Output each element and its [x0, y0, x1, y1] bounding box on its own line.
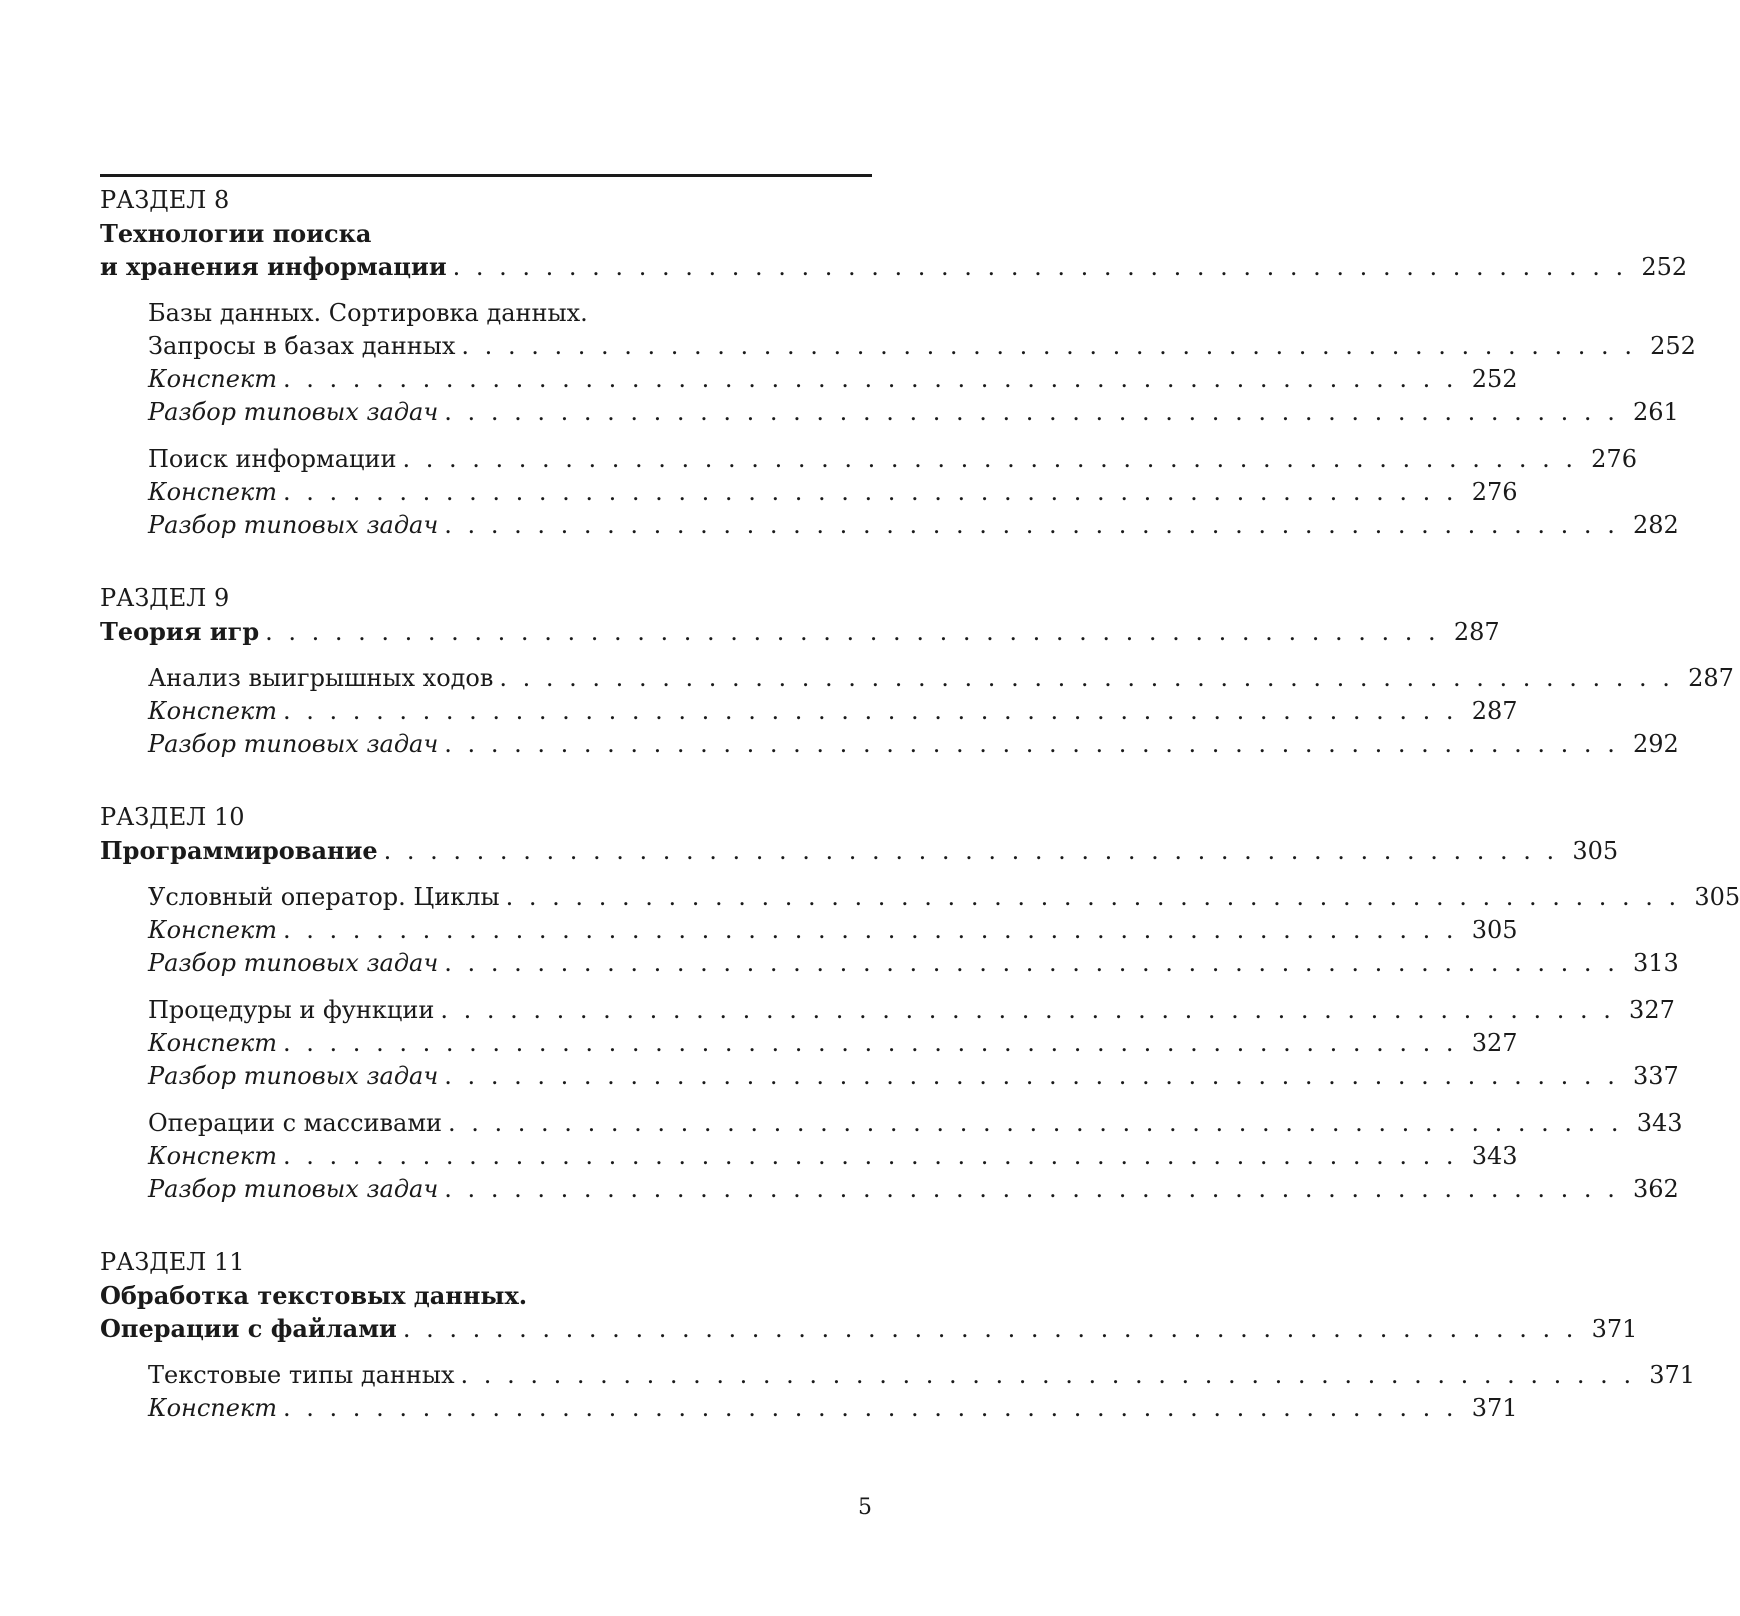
spacer [100, 1345, 872, 1359]
spacer [100, 542, 872, 582]
topic-item-text: Разбор типовых задач [148, 1062, 439, 1090]
topic-item[interactable] [100, 1027, 1518, 1060]
dot-leader: . . . . . . . . . . . . . . . . . . . . . . . . . . . . . . . . . . . . . . . . . . . . . . . . . . . [461, 332, 1636, 360]
topic-item-page: 337 [1633, 1062, 1679, 1090]
topic-title[interactable] [100, 1359, 1696, 1392]
topic-title-page: 343 [1636, 1109, 1683, 1137]
dot-leader: . . . . . . . . . . . . . . . . . . . . . . . . . . . . . . . . . . . . . . . . . . . . . . . . . . . [283, 916, 1458, 944]
dot-leader: . . . . . . . . . . . . . . . . . . . . . . . . . . . . . . . . . . . . . . . . . . . . . . . . . . . [440, 996, 1615, 1024]
topic-item-text: Разбор типовых задач [148, 949, 439, 977]
topic-item[interactable] [100, 914, 1518, 947]
dot-leader: . . . . . . . . . . . . . . . . . . . . . . . . . . . . . . . . . . . . . . . . . . . . . . . . . . . [402, 445, 1577, 473]
topic-item-page: 276 [1471, 478, 1518, 506]
dot-leader: . . . . . . . . . . . . . . . . . . . . . . . . . . . . . . . . . . . . . . . . . . . . . . . . . . . [383, 837, 1559, 865]
dot-leader: . . . . . . . . . . . . . . . . . . . . . . . . . . . . . . . . . . . . . . . . . . . . . . . . . . . [444, 511, 1619, 539]
section-heading[interactable] [100, 1246, 872, 1279]
topic-title-text: Поиск информации [148, 445, 397, 473]
section-title-text: Обработка текстовых данных. [100, 1281, 528, 1310]
topic-title[interactable] [100, 662, 1734, 695]
dot-leader: . . . . . . . . . . . . . . . . . . . . . . . . . . . . . . . . . . . . . . . . . . . . . . . . . . . [283, 1029, 1458, 1057]
topic-title-page: 287 [1688, 664, 1734, 692]
section-title-text: и хранения информации [100, 252, 447, 281]
topic-item-text: Конспект [148, 1394, 278, 1422]
topic-item-page: 287 [1471, 697, 1518, 725]
section-title[interactable] [100, 1279, 872, 1312]
topic-title-page: 371 [1649, 1361, 1696, 1389]
dot-leader: . . . . . . . . . . . . . . . . . . . . . . . . . . . . . . . . . . . . . . . . . . . . . . . . . . . [402, 1315, 1578, 1343]
topic-title-text: Условный оператор. Циклы [148, 883, 500, 911]
section-title-text: Теория игр [100, 617, 260, 646]
topic-item[interactable] [100, 695, 1518, 728]
topic-item-page: 282 [1633, 511, 1679, 539]
dot-leader: . . . . . . . . . . . . . . . . . . . . . . . . . . . . . . . . . . . . . . . . . . . . . . . . . . . [444, 1062, 1619, 1090]
section-heading[interactable] [100, 582, 872, 615]
section-title-page: 287 [1453, 618, 1500, 646]
top-rule [100, 174, 872, 177]
spacer [100, 980, 872, 994]
topic-item-page: 292 [1633, 730, 1679, 758]
dot-leader: . . . . . . . . . . . . . . . . . . . . . . . . . . . . . . . . . . . . . . . . . . . . . . . . . . . [444, 1175, 1619, 1203]
topic-item-text: Конспект [148, 916, 278, 944]
topic-item[interactable] [100, 476, 1518, 509]
section-title[interactable] [100, 217, 872, 250]
topic-item-text: Разбор типовых задач [148, 730, 439, 758]
topic-item[interactable] [100, 728, 1679, 761]
spacer [100, 1206, 872, 1246]
section-heading-text: РАЗДЕЛ 8 [100, 186, 230, 214]
dot-leader: . . . . . . . . . . . . . . . . . . . . . . . . . . . . . . . . . . . . . . . . . . . . . . . . . . . [283, 1394, 1458, 1422]
section-title-page: 371 [1591, 1315, 1638, 1343]
topic-item[interactable] [100, 1060, 1679, 1093]
section-heading[interactable] [100, 801, 872, 834]
topic-item[interactable] [100, 1173, 1679, 1206]
dot-leader: . . . . . . . . . . . . . . . . . . . . . . . . . . . . . . . . . . . . . . . . . . . . . . . . . . . [460, 1361, 1636, 1389]
topic-title-page: 327 [1629, 996, 1675, 1024]
dot-leader: . . . . . . . . . . . . . . . . . . . . . . . . . . . . . . . . . . . . . . . . . . . . . . . . . . . [265, 618, 1440, 646]
topic-title-text: Анализ выигрышных ходов [148, 664, 494, 692]
dot-leader: . . . . . . . . . . . . . . . . . . . . . . . . . . . . . . . . . . . . . . . . . . . . . . . . . . . [505, 883, 1681, 911]
spacer [100, 867, 872, 881]
topic-item[interactable] [100, 509, 1679, 542]
spacer [100, 761, 872, 801]
spacer [100, 429, 872, 443]
section-heading[interactable] [100, 184, 872, 217]
topic-item-page: 362 [1633, 1175, 1679, 1203]
topic-item-text: Конспект [148, 365, 278, 393]
topic-item[interactable] [100, 396, 1679, 429]
table-of-contents [100, 184, 1740, 1425]
topic-title[interactable] [100, 297, 872, 330]
section-title[interactable] [100, 834, 1619, 867]
topic-item-text: Разбор типовых задач [148, 398, 439, 426]
topic-item-page: 313 [1633, 949, 1679, 977]
spacer [100, 283, 872, 297]
dot-leader: . . . . . . . . . . . . . . . . . . . . . . . . . . . . . . . . . . . . . . . . . . . . . . . . . . . [444, 949, 1619, 977]
topic-title[interactable] [100, 330, 1696, 363]
topic-item-text: Разбор типовых задач [148, 511, 439, 539]
topic-title-text: Запросы в базах данных [148, 332, 456, 360]
topic-title[interactable] [100, 881, 1740, 914]
topic-title-page: 276 [1591, 445, 1637, 473]
section-title[interactable] [100, 1312, 1638, 1345]
page-number: 5 [858, 1495, 872, 1520]
dot-leader: . . . . . . . . . . . . . . . . . . . . . . . . . . . . . . . . . . . . . . . . . . . . . . . . . . . [444, 730, 1619, 758]
section-title-text: Операции с файлами [100, 1314, 397, 1343]
topic-item-page: 305 [1471, 916, 1518, 944]
topic-title-text: Процедуры и функции [148, 996, 435, 1024]
dot-leader: . . . . . . . . . . . . . . . . . . . . . . . . . . . . . . . . . . . . . . . . . . . . . . . . . . . [283, 697, 1458, 725]
topic-item-text: Конспект [148, 478, 278, 506]
section-title-text: Технологии поиска [100, 219, 372, 248]
dot-leader: . . . . . . . . . . . . . . . . . . . . . . . . . . . . . . . . . . . . . . . . . . . . . . . . . . . [283, 478, 1458, 506]
topic-item-text: Конспект [148, 697, 278, 725]
section-heading-text: РАЗДЕЛ 10 [100, 803, 245, 831]
topic-item-text: Разбор типовых задач [148, 1175, 439, 1203]
spacer [100, 1093, 872, 1107]
dot-leader: . . . . . . . . . . . . . . . . . . . . . . . . . . . . . . . . . . . . . . . . . . . . . . . . . . . [452, 253, 1628, 281]
topic-title-page: 305 [1694, 883, 1740, 911]
section-title[interactable] [100, 250, 1688, 283]
topic-title[interactable] [100, 443, 1637, 476]
dot-leader: . . . . . . . . . . . . . . . . . . . . . . . . . . . . . . . . . . . . . . . . . . . . . . . . . . . [499, 664, 1674, 692]
dot-leader: . . . . . . . . . . . . . . . . . . . . . . . . . . . . . . . . . . . . . . . . . . . . . . . . . . . [448, 1109, 1623, 1137]
topic-title[interactable] [100, 994, 1675, 1027]
topic-item-page: 327 [1471, 1029, 1518, 1057]
topic-item-page: 343 [1471, 1142, 1518, 1170]
topic-item-text: Конспект [148, 1029, 278, 1057]
dot-leader: . . . . . . . . . . . . . . . . . . . . . . . . . . . . . . . . . . . . . . . . . . . . . . . . . . . [444, 398, 1619, 426]
topic-item-page: 371 [1471, 1394, 1518, 1422]
section-heading-text: РАЗДЕЛ 11 [100, 1248, 245, 1276]
topic-item-page: 261 [1633, 398, 1679, 426]
topic-item-text: Конспект [148, 1142, 278, 1170]
section-title[interactable] [100, 615, 1500, 648]
topic-title[interactable] [100, 1107, 1683, 1140]
topic-item[interactable] [100, 1140, 1518, 1173]
topic-item[interactable] [100, 947, 1679, 980]
dot-leader: . . . . . . . . . . . . . . . . . . . . . . . . . . . . . . . . . . . . . . . . . . . . . . . . . . . [283, 1142, 1458, 1170]
section-title-page: 252 [1641, 253, 1688, 281]
topic-item[interactable] [100, 363, 1518, 396]
topic-title-text: Операции с массивами [148, 1109, 443, 1137]
topic-title-page: 252 [1650, 332, 1696, 360]
spacer [100, 648, 872, 662]
dot-leader: . . . . . . . . . . . . . . . . . . . . . . . . . . . . . . . . . . . . . . . . . . . . . . . . . . . [283, 365, 1458, 393]
section-title-text: Программирование [100, 836, 378, 865]
topic-title-text: Базы данных. Сортировка данных. [148, 299, 588, 327]
section-heading-text: РАЗДЕЛ 9 [100, 584, 230, 612]
topic-item[interactable] [100, 1392, 1518, 1425]
topic-title-text: Текстовые типы данных [148, 1361, 455, 1389]
section-title-page: 305 [1572, 837, 1619, 865]
topic-item-page: 252 [1471, 365, 1518, 393]
